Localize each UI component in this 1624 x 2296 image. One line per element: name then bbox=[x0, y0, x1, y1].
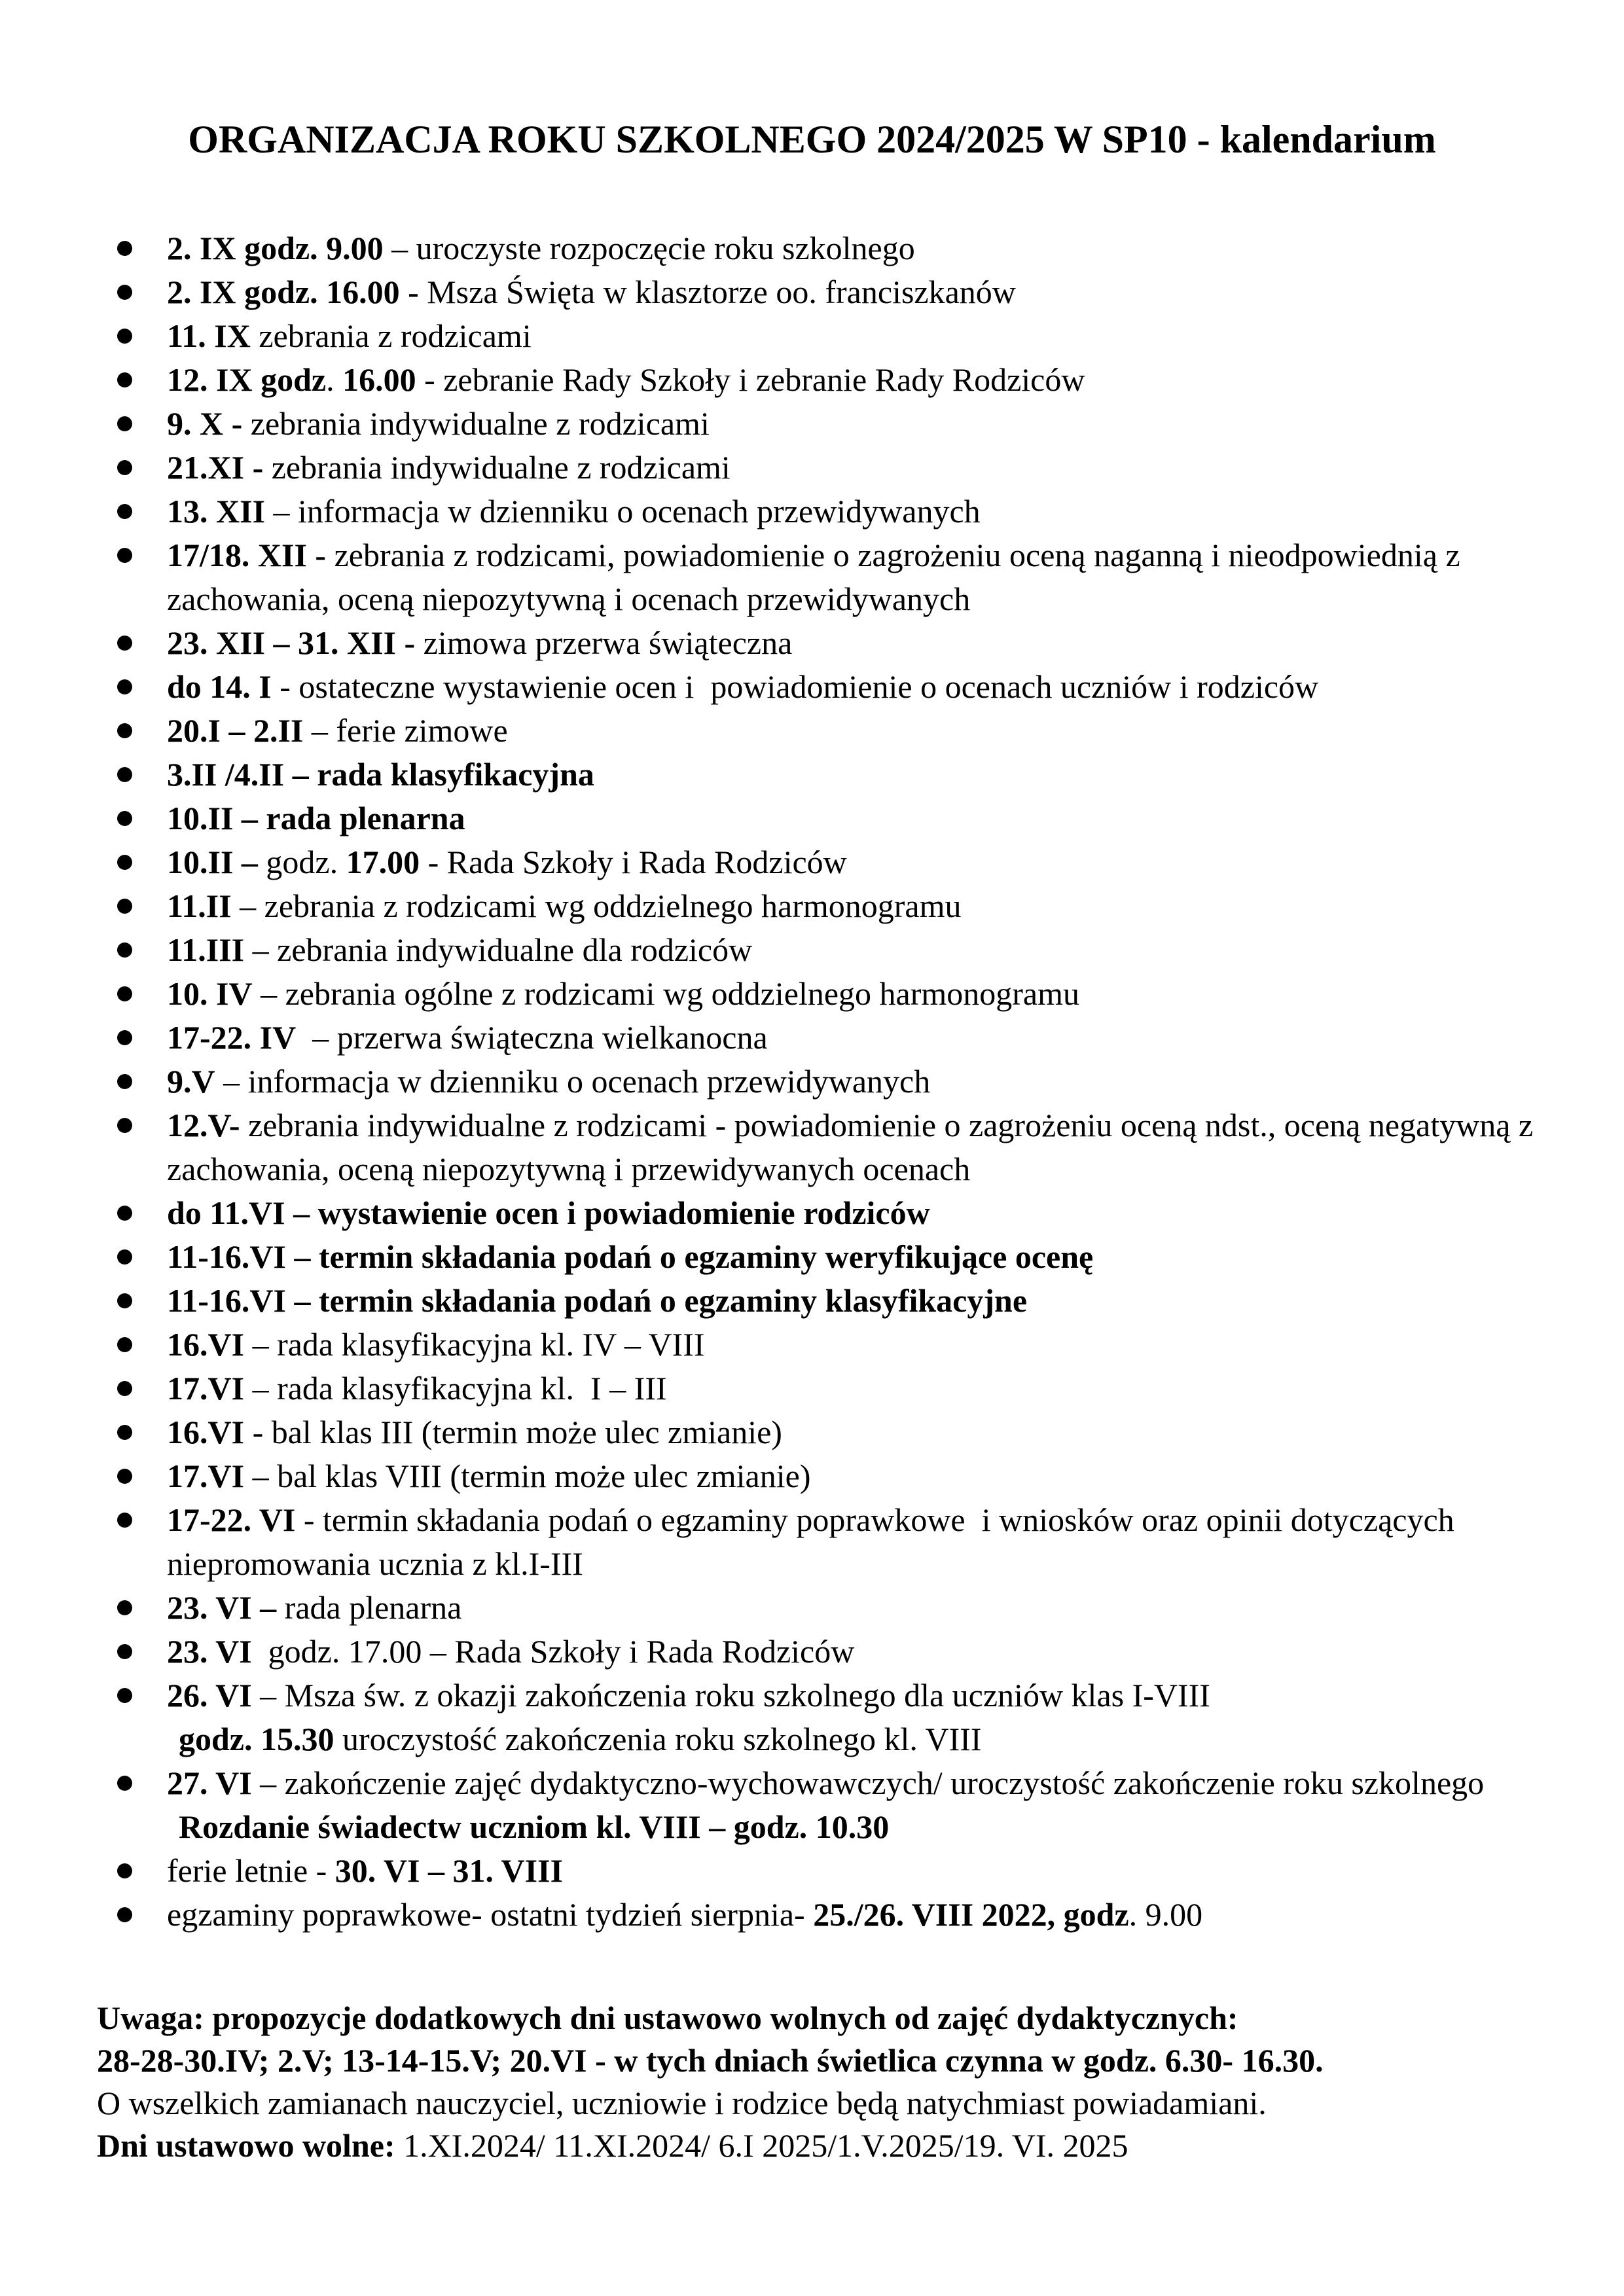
date-emphasis: 30. VI – 31. VIII bbox=[334, 1852, 564, 1889]
calendar-entry bbox=[115, 1498, 1578, 1586]
date-emphasis: Uwaga: propozycje dodatkowych dni ustawowo wolnych od zajęć dydaktycznych: bbox=[97, 2000, 1238, 2036]
date-emphasis: Rozdanie świadectw uczniom kl. VIII – godz. 10.30 bbox=[179, 1808, 890, 1845]
date-emphasis: godz. 15.30 bbox=[179, 1721, 334, 1757]
event-text: zebrania z rodzicami, powiadomienie o zagrożeniu oceną naganną i nieodpowiednią z zachowania, oceną niepozytywną i ocenach przewidywanych bbox=[167, 537, 1469, 617]
event-text: O wszelkich zamianach nauczyciel, uczniowie i rodzice będą natychmiast powiadamiani. bbox=[97, 2085, 1267, 2121]
calendar-entry bbox=[115, 753, 1578, 797]
calendar-entry bbox=[115, 1103, 1578, 1191]
event-text: – informacja w dzienniku o ocenach przewidywanych bbox=[215, 1063, 931, 1100]
date-emphasis: 17-22. IV bbox=[167, 1019, 297, 1056]
date-emphasis: 9.V bbox=[167, 1063, 215, 1100]
event-text: - bal klas III (termin może ulec zmianie) bbox=[244, 1414, 782, 1450]
date-emphasis: 9. X - bbox=[167, 405, 243, 442]
date-emphasis: do 11.VI – wystawienie ocen i powiadomienie rodziców bbox=[167, 1194, 930, 1231]
calendar-entry bbox=[115, 1367, 1578, 1410]
calendar-entry bbox=[115, 1586, 1578, 1630]
date-emphasis: 13. XII bbox=[167, 493, 266, 529]
date-emphasis: 12. IX godz bbox=[167, 361, 327, 398]
date-emphasis: 3.II /4.II – rada klasyfikacyjna bbox=[167, 756, 594, 793]
event-text: – Msza św. z okazji zakończenia roku szkolnego dla uczniów klas I-VIII bbox=[251, 1677, 1210, 1713]
event-text: - termin składania podań o egzaminy poprawkowe i wniosków oraz opinii dotyczących niepromowania ucznia z kl.I-III bbox=[167, 1501, 1463, 1582]
date-emphasis: 11.III bbox=[167, 931, 245, 968]
date-emphasis: do 14. I bbox=[167, 668, 272, 705]
event-text: – przerwa świąteczna wielkanocna bbox=[296, 1019, 768, 1056]
date-emphasis: 17-22. VI bbox=[167, 1501, 296, 1538]
date-emphasis: 23. XII – 31. XII - bbox=[167, 624, 416, 661]
event-text: . 9.00 bbox=[1128, 1896, 1203, 1933]
date-emphasis: 11. IX bbox=[167, 317, 251, 354]
calendar-entry bbox=[115, 358, 1578, 402]
date-emphasis: 2. IX godz. 16.00 - bbox=[167, 274, 419, 310]
date-emphasis: 21.XI - bbox=[167, 449, 264, 486]
calendar-entry bbox=[115, 621, 1578, 665]
date-emphasis: 2. IX godz. 9.00 bbox=[167, 230, 384, 266]
date-emphasis: Dni ustawowo wolne: bbox=[97, 2127, 404, 2164]
calendar-entry bbox=[115, 928, 1578, 972]
calendar-entry bbox=[115, 1674, 1578, 1761]
calendar-list bbox=[115, 226, 1578, 1937]
event-text: – uroczyste rozpoczęcie roku szkolnego bbox=[383, 230, 915, 266]
event-text: godz. 17.00 – Rada Szkoły i Rada Rodziców bbox=[251, 1633, 855, 1670]
calendar-entry bbox=[115, 1060, 1578, 1103]
event-text: – rada klasyfikacyjna kl. IV – VIII bbox=[244, 1326, 705, 1363]
date-emphasis: 23. VI bbox=[167, 1633, 252, 1670]
calendar-entry bbox=[115, 1323, 1578, 1367]
date-emphasis: 26. VI bbox=[167, 1677, 252, 1713]
event-text: zebrania indywidualne z rodzicami bbox=[263, 449, 731, 486]
calendar-entry bbox=[115, 1630, 1578, 1674]
event-text: zebrania indywidualne z rodzicami - powiadomienie o zagrożeniu oceną ndst., oceną negatywną z zachowania, oceną niepozytywną i przewidywanych ocenach bbox=[167, 1107, 1542, 1187]
calendar-entry bbox=[115, 797, 1578, 840]
date-emphasis: 10. IV bbox=[167, 975, 253, 1012]
event-text: - ostateczne wystawienie ocen i powiadomienie o ocenach uczniów i rodziców bbox=[271, 668, 1319, 705]
event-text: zebrania indywidualne z rodzicami bbox=[242, 405, 710, 442]
event-text: zebrania z rodzicami bbox=[250, 317, 532, 354]
event-text: Msza Święta w klasztorze oo. franciszkanów bbox=[418, 274, 1016, 310]
date-emphasis: 27. VI bbox=[167, 1765, 252, 1801]
calendar-entry bbox=[115, 402, 1578, 446]
date-emphasis: 23. VI – bbox=[167, 1589, 277, 1626]
event-text: ferie letnie - bbox=[167, 1852, 335, 1889]
calendar-entry bbox=[115, 665, 1578, 709]
calendar-entry bbox=[115, 314, 1578, 358]
event-text: 1.XI.2024/ 11.XI.2024/ 6.I 2025/1.V.2025/19. VI. 2025 bbox=[403, 2127, 1128, 2164]
date-emphasis: 11.II bbox=[167, 888, 232, 924]
date-emphasis: 16.VI bbox=[167, 1326, 245, 1363]
calendar-entry bbox=[115, 490, 1578, 533]
calendar-entry bbox=[115, 1761, 1578, 1849]
event-text: – rada klasyfikacyjna kl. I – III bbox=[244, 1370, 667, 1407]
date-emphasis: 20.I – 2.II bbox=[167, 712, 304, 749]
calendar-entry bbox=[115, 709, 1578, 753]
calendar-entry bbox=[115, 533, 1578, 621]
event-text: uroczystość zakończenia roku szkolnego kl. VIII bbox=[334, 1721, 982, 1757]
calendar-entry bbox=[115, 1410, 1578, 1454]
calendar-entry bbox=[115, 1849, 1578, 1893]
date-emphasis: 10.II – rada plenarna bbox=[167, 800, 465, 836]
event-text: – informacja w dzienniku o ocenach przewidywanych bbox=[265, 493, 981, 529]
calendar-entry bbox=[115, 840, 1578, 884]
note-line bbox=[97, 2125, 1578, 2167]
date-emphasis: 17.VI bbox=[167, 1458, 245, 1494]
date-emphasis: 25./26. VIII 2022, godz bbox=[813, 1896, 1129, 1933]
calendar-entry bbox=[115, 884, 1578, 928]
calendar-entry bbox=[115, 270, 1578, 314]
date-emphasis: 17.00 bbox=[346, 844, 420, 880]
event-text: – zakończenie zajęć dydaktyczno-wychowawczych/ uroczystość zakończenie roku szkolnego bbox=[251, 1765, 1485, 1801]
page-title: ORGANIZACJA ROKU SZKOLNEGO 2024/2025 W SP10 - kalendarium bbox=[188, 118, 1436, 161]
event-text: . bbox=[326, 361, 343, 398]
note-line bbox=[97, 2039, 1578, 2082]
event-text: - zebranie Rady Szkoły i zebranie Rady Rodziców bbox=[416, 361, 1085, 398]
footer-notes bbox=[97, 1997, 1578, 2167]
event-text: - Rada Szkoły i Rada Rodziców bbox=[420, 844, 847, 880]
date-emphasis: 28-28-30.IV; 2.V; 13-14-15.V; 20.VI - w tych dniach świetlica czynna w godz. 6.30- 16.30. bbox=[97, 2042, 1324, 2079]
calendar-entry bbox=[115, 1191, 1578, 1235]
date-emphasis: 12.V- bbox=[167, 1107, 240, 1143]
date-emphasis: 16.00 bbox=[342, 361, 416, 398]
event-text: zimowa przerwa świąteczna bbox=[415, 624, 793, 661]
event-text: – zebrania z rodzicami wg oddzielnego harmonogramu bbox=[231, 888, 962, 924]
calendar-entry bbox=[115, 446, 1578, 490]
date-emphasis: 10.II – bbox=[167, 844, 258, 880]
event-text: – zebrania ogólne z rodzicami wg oddzielnego harmonogramu bbox=[252, 975, 1080, 1012]
calendar-entry bbox=[115, 1016, 1578, 1060]
event-text: rada plenarna bbox=[276, 1589, 462, 1626]
date-emphasis: 17.VI bbox=[167, 1370, 245, 1407]
note-line bbox=[97, 1997, 1578, 2039]
date-emphasis: 11-16.VI – termin składania podań o egzaminy weryfikujące ocenę bbox=[167, 1238, 1094, 1275]
event-text: – ferie zimowe bbox=[303, 712, 508, 749]
date-emphasis: 17/18. XII - bbox=[167, 537, 327, 573]
date-emphasis: 16.VI bbox=[167, 1414, 245, 1450]
note-line bbox=[97, 2082, 1578, 2125]
calendar-entry bbox=[115, 1454, 1578, 1498]
date-emphasis: 11-16.VI – termin składania podań o egzaminy klasyfikacyjne bbox=[167, 1282, 1028, 1319]
event-text: – bal klas VIII (termin może ulec zmianie) bbox=[244, 1458, 811, 1494]
event-text: godz. bbox=[257, 844, 346, 880]
event-text: – zebrania indywidualne dla rodziców bbox=[244, 931, 753, 968]
event-text: egzaminy poprawkowe- ostatni tydzień sierpnia- bbox=[167, 1896, 814, 1933]
calendar-entry bbox=[115, 1235, 1578, 1279]
calendar-entry bbox=[115, 972, 1578, 1016]
calendar-entry bbox=[115, 1279, 1578, 1323]
calendar-entry bbox=[115, 1893, 1578, 1937]
calendar-entry bbox=[115, 226, 1578, 270]
